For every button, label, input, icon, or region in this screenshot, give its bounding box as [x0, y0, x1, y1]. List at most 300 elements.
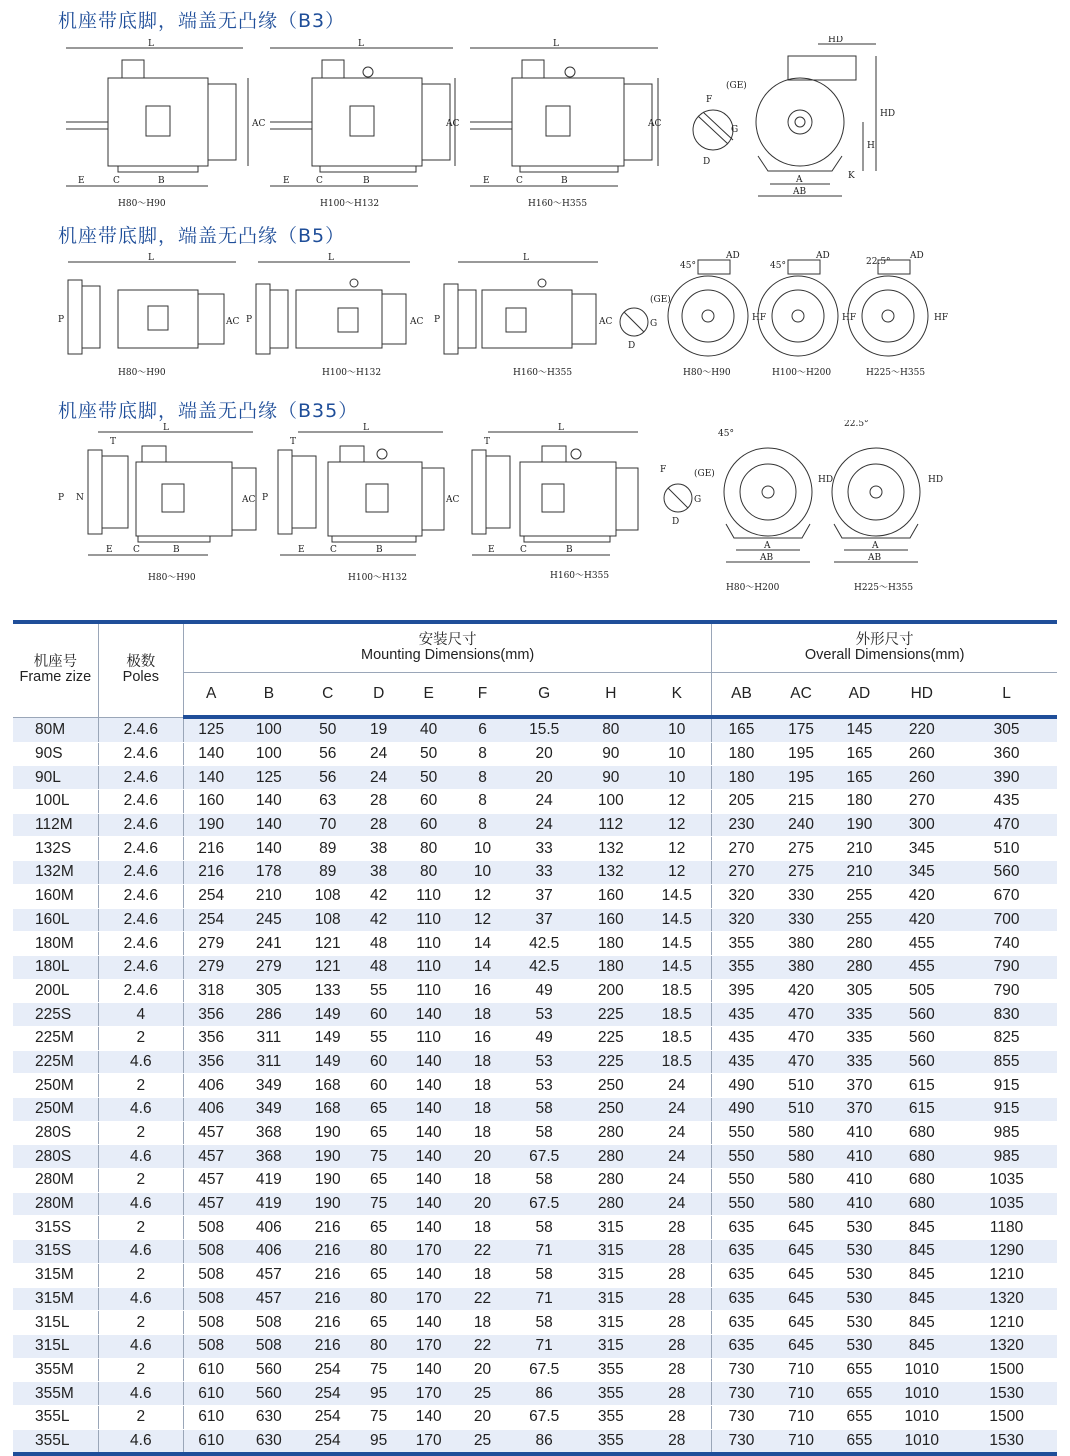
svg-text:B: B: [561, 176, 568, 186]
cell-ad: 410: [831, 1121, 887, 1145]
cell-h: 250: [579, 1098, 642, 1122]
svg-text:22.5°: 22.5°: [866, 257, 891, 267]
svg-text:H: H: [867, 141, 875, 151]
cell-l: 1530: [956, 1382, 1057, 1406]
cell-a: 610: [183, 1405, 238, 1429]
column-header-ab: AB: [712, 673, 771, 718]
svg-text:L: L: [523, 253, 529, 263]
cell-h: 90: [579, 742, 642, 766]
cell-d: 60: [356, 1050, 401, 1074]
cell-b: 286: [238, 1003, 299, 1027]
cell-a: 406: [183, 1098, 238, 1122]
cell-hd: 220: [887, 717, 956, 742]
cell-a: 125: [183, 717, 238, 742]
cell-ab: 730: [712, 1429, 771, 1454]
poles-cell: 4.6: [98, 1050, 183, 1074]
cell-hd: 845: [887, 1287, 956, 1311]
cell-k: 24: [642, 1074, 712, 1098]
cell-h: 315: [579, 1311, 642, 1335]
poles-cell: 2: [98, 1121, 183, 1145]
cell-ab: 230: [712, 813, 771, 837]
svg-text:AC: AC: [599, 317, 613, 327]
cell-h: 80: [579, 717, 642, 742]
cell-b: 140: [238, 813, 299, 837]
svg-text:HD: HD: [928, 475, 944, 485]
cell-c: 168: [299, 1098, 356, 1122]
svg-text:L: L: [358, 39, 364, 49]
cell-ad: 410: [831, 1145, 887, 1169]
poles-cell: 4.6: [98, 1098, 183, 1122]
cell-k: 28: [642, 1382, 712, 1406]
svg-text:45°: 45°: [770, 261, 786, 271]
cell-h: 250: [579, 1074, 642, 1098]
table-row: [13, 908, 1057, 932]
cell-g: 42.5: [509, 955, 580, 979]
svg-text:D: D: [672, 517, 680, 527]
cell-d: 75: [356, 1405, 401, 1429]
poles-cell: 2: [98, 1358, 183, 1382]
cell-e: 170: [401, 1240, 456, 1264]
svg-text:AC: AC: [648, 119, 662, 129]
cell-f: 8: [456, 790, 509, 814]
cell-ab: 165: [712, 717, 771, 742]
cell-f: 10: [456, 837, 509, 861]
cell-l: 305: [956, 717, 1057, 742]
cell-a: 457: [183, 1145, 238, 1169]
cell-h: 132: [579, 837, 642, 861]
cell-g: 37: [509, 908, 580, 932]
svg-text:C: C: [516, 176, 523, 186]
poles-cell: 2.4.6: [98, 979, 183, 1003]
frame-size-cell: 280S: [13, 1145, 98, 1169]
cell-l: 1210: [956, 1263, 1057, 1287]
cell-hd: 1010: [887, 1405, 956, 1429]
b5-shaft-section: [620, 294, 671, 351]
cell-hd: 845: [887, 1263, 956, 1287]
cell-hd: 680: [887, 1145, 956, 1169]
cell-g: 58: [509, 1169, 580, 1193]
poles-cell: 2.4.6: [98, 861, 183, 885]
cell-k: 14.5: [642, 955, 712, 979]
column-header-l: L: [956, 673, 1057, 718]
cell-a: 279: [183, 932, 238, 956]
cell-hd: 560: [887, 1003, 956, 1027]
svg-text:(GE): (GE): [650, 295, 671, 305]
cell-d: 95: [356, 1382, 401, 1406]
cell-ad: 655: [831, 1405, 887, 1429]
cell-hd: 420: [887, 884, 956, 908]
frame-size-cell: 315L: [13, 1334, 98, 1358]
range-label: H225～H355: [854, 583, 914, 593]
cell-ac: 710: [771, 1405, 832, 1429]
cell-e: 140: [401, 1358, 456, 1382]
svg-text:F: F: [706, 95, 713, 105]
cell-a: 457: [183, 1169, 238, 1193]
cell-ac: 330: [771, 908, 832, 932]
cell-g: 15.5: [509, 717, 580, 742]
table-row: [13, 1263, 1057, 1287]
section-title-b5: 机座带底脚，端盖无凸缘（B5）: [58, 225, 346, 247]
table-row: [13, 1334, 1057, 1358]
cell-hd: 260: [887, 766, 956, 790]
cell-f: 8: [456, 813, 509, 837]
frame-size-cell: 355M: [13, 1358, 98, 1382]
cell-e: 110: [401, 955, 456, 979]
cell-h: 225: [579, 1026, 642, 1050]
cell-a: 508: [183, 1263, 238, 1287]
cell-a: 508: [183, 1216, 238, 1240]
cell-b: 305: [238, 979, 299, 1003]
frame-size-cell: 315S: [13, 1240, 98, 1264]
range-label: H80～H90: [683, 368, 731, 378]
cell-h: 200: [579, 979, 642, 1003]
cell-ac: 510: [771, 1098, 832, 1122]
section-title-b3: 机座带底脚，端盖无凸缘（B3）: [58, 10, 346, 32]
cell-ac: 470: [771, 1003, 832, 1027]
cell-ac: 215: [771, 790, 832, 814]
cell-g: 53: [509, 1003, 580, 1027]
cell-h: 160: [579, 908, 642, 932]
svg-text:AD: AD: [816, 251, 830, 261]
svg-text:A: A: [764, 541, 771, 551]
cell-c: 56: [299, 766, 356, 790]
cell-e: 140: [401, 1216, 456, 1240]
cell-k: 28: [642, 1263, 712, 1287]
b5-side-view-3: [434, 253, 612, 378]
cell-ab: 270: [712, 837, 771, 861]
cell-f: 14: [456, 932, 509, 956]
cell-ab: 730: [712, 1358, 771, 1382]
mounting-dimensions-header: 安装尺寸 Mounting Dimensions(mm): [183, 624, 711, 673]
table-row: [13, 1382, 1057, 1406]
cell-b: 560: [238, 1382, 299, 1406]
svg-text:G: G: [694, 495, 702, 505]
cell-g: 71: [509, 1334, 580, 1358]
cell-f: 20: [456, 1358, 509, 1382]
cell-k: 12: [642, 790, 712, 814]
cell-l: 1210: [956, 1311, 1057, 1335]
cell-ab: 730: [712, 1405, 771, 1429]
cell-d: 48: [356, 932, 401, 956]
cell-k: 18.5: [642, 1003, 712, 1027]
cell-e: 140: [401, 1263, 456, 1287]
table-row: [13, 979, 1057, 1003]
cell-g: 58: [509, 1121, 580, 1145]
cell-d: 24: [356, 742, 401, 766]
cell-f: 18: [456, 1074, 509, 1098]
svg-text:B: B: [158, 176, 165, 186]
range-label: H100～H200: [772, 368, 832, 378]
drawing-b3: [58, 36, 978, 216]
cell-f: 18: [456, 1050, 509, 1074]
cell-f: 22: [456, 1287, 509, 1311]
cell-hd: 420: [887, 908, 956, 932]
cell-ac: 645: [771, 1287, 832, 1311]
cell-f: 12: [456, 908, 509, 932]
cell-c: 254: [299, 1429, 356, 1454]
cell-l: 1320: [956, 1334, 1057, 1358]
cell-f: 16: [456, 1026, 509, 1050]
frame-size-cell: 132M: [13, 861, 98, 885]
cell-d: 55: [356, 979, 401, 1003]
cell-ab: 635: [712, 1216, 771, 1240]
cell-f: 25: [456, 1382, 509, 1406]
frame-size-header: 机座号 Frame zize: [13, 624, 98, 717]
cell-k: 28: [642, 1216, 712, 1240]
cell-d: 38: [356, 837, 401, 861]
column-header-e: E: [401, 673, 456, 718]
cell-a: 457: [183, 1192, 238, 1216]
cell-f: 12: [456, 884, 509, 908]
cell-b: 457: [238, 1287, 299, 1311]
svg-text:T: T: [290, 437, 297, 447]
cell-k: 10: [642, 766, 712, 790]
poles-cell: 2: [98, 1169, 183, 1193]
cell-h: 355: [579, 1358, 642, 1382]
cell-a: 356: [183, 1003, 238, 1027]
table-row: [13, 790, 1057, 814]
cell-h: 225: [579, 1003, 642, 1027]
svg-text:N: N: [76, 493, 84, 503]
svg-text:P: P: [58, 315, 65, 325]
svg-text:C: C: [113, 176, 120, 186]
cell-c: 216: [299, 1287, 356, 1311]
cell-d: 24: [356, 766, 401, 790]
svg-text:G: G: [650, 319, 658, 329]
cell-l: 1035: [956, 1169, 1057, 1193]
frame-size-cell: 225S: [13, 1003, 98, 1027]
svg-text:A: A: [872, 541, 879, 551]
poles-cell: 2: [98, 1026, 183, 1050]
cell-c: 216: [299, 1311, 356, 1335]
cell-l: 740: [956, 932, 1057, 956]
cell-ac: 580: [771, 1145, 832, 1169]
cell-ab: 205: [712, 790, 771, 814]
cell-g: 67.5: [509, 1192, 580, 1216]
cell-ad: 410: [831, 1169, 887, 1193]
svg-text:22.5°: 22.5°: [844, 420, 869, 429]
cell-c: 50: [299, 717, 356, 742]
svg-text:E: E: [78, 176, 85, 186]
cell-f: 22: [456, 1334, 509, 1358]
cell-f: 18: [456, 1263, 509, 1287]
poles-cell: 4.6: [98, 1240, 183, 1264]
b3-side-view-1: [66, 39, 265, 209]
cell-h: 280: [579, 1121, 642, 1145]
drawing-b35: [58, 420, 978, 595]
cell-k: 28: [642, 1405, 712, 1429]
cell-ad: 655: [831, 1382, 887, 1406]
cell-ac: 580: [771, 1121, 832, 1145]
poles-cell: 2.4.6: [98, 837, 183, 861]
cell-e: 110: [401, 908, 456, 932]
table-row: [13, 1192, 1057, 1216]
cell-l: 390: [956, 766, 1057, 790]
poles-cell: 2.4.6: [98, 884, 183, 908]
table-row: [13, 1074, 1057, 1098]
table-row: [13, 1216, 1057, 1240]
cell-d: 75: [356, 1145, 401, 1169]
cell-f: 22: [456, 1240, 509, 1264]
svg-text:B: B: [173, 545, 180, 555]
cell-l: 1035: [956, 1192, 1057, 1216]
column-header-ac: AC: [771, 673, 832, 718]
cell-e: 140: [401, 1050, 456, 1074]
cell-k: 24: [642, 1192, 712, 1216]
cell-e: 140: [401, 1121, 456, 1145]
svg-text:E: E: [483, 176, 490, 186]
cell-e: 110: [401, 979, 456, 1003]
cell-c: 168: [299, 1074, 356, 1098]
cell-a: 160: [183, 790, 238, 814]
cell-ad: 370: [831, 1098, 887, 1122]
column-header-k: K: [642, 673, 712, 718]
cell-l: 790: [956, 979, 1057, 1003]
range-label: H80～H90: [118, 368, 166, 378]
b35-side-view-2: [262, 423, 459, 583]
cell-ac: 330: [771, 884, 832, 908]
cell-h: 355: [579, 1382, 642, 1406]
table-row: [13, 766, 1057, 790]
table-row: [13, 1121, 1057, 1145]
range-label: H80～H90: [148, 573, 196, 583]
cell-a: 254: [183, 884, 238, 908]
cell-ad: 305: [831, 979, 887, 1003]
cell-d: 28: [356, 790, 401, 814]
cell-c: 89: [299, 837, 356, 861]
poles-cell: 2.4.6: [98, 717, 183, 742]
b3-side-view-2: [270, 39, 459, 209]
svg-text:P: P: [434, 315, 441, 325]
range-label: H100～H132: [322, 368, 382, 378]
cell-k: 14.5: [642, 932, 712, 956]
section-title-b35: 机座带底脚，端盖无凸缘（B35）: [58, 400, 359, 422]
cell-l: 470: [956, 813, 1057, 837]
cell-ab: 550: [712, 1192, 771, 1216]
poles-header: 极数 Poles: [98, 624, 183, 717]
cell-f: 8: [456, 742, 509, 766]
cell-hd: 1010: [887, 1429, 956, 1454]
table-row: [13, 1050, 1057, 1074]
b35-side-view-3: [472, 423, 638, 581]
cell-hd: 680: [887, 1192, 956, 1216]
cell-c: 254: [299, 1358, 356, 1382]
frame-size-cell: 180M: [13, 932, 98, 956]
cell-ad: 530: [831, 1240, 887, 1264]
cell-h: 180: [579, 955, 642, 979]
cell-ab: 270: [712, 861, 771, 885]
cell-hd: 270: [887, 790, 956, 814]
cell-d: 95: [356, 1429, 401, 1454]
b35-side-view-1: [58, 423, 256, 583]
table-row: [13, 1358, 1057, 1382]
frame-size-cell: 355L: [13, 1429, 98, 1454]
cell-f: 20: [456, 1145, 509, 1169]
cell-hd: 560: [887, 1026, 956, 1050]
cell-ad: 655: [831, 1358, 887, 1382]
column-header-hd: HD: [887, 673, 956, 718]
cell-g: 67.5: [509, 1358, 580, 1382]
b5-end-view-1: [668, 251, 766, 378]
range-label: H100～H132: [348, 573, 408, 583]
cell-e: 140: [401, 1003, 456, 1027]
frame-size-cell: 250M: [13, 1074, 98, 1098]
cell-d: 28: [356, 813, 401, 837]
cell-ac: 420: [771, 979, 832, 1003]
frame-size-cell: 100L: [13, 790, 98, 814]
b35-end-view-1: [718, 429, 833, 593]
cell-a: 508: [183, 1287, 238, 1311]
cell-b: 349: [238, 1074, 299, 1098]
cell-d: 60: [356, 1074, 401, 1098]
cell-b: 241: [238, 932, 299, 956]
frame-size-cell: 160L: [13, 908, 98, 932]
range-label: H160～H355: [528, 199, 588, 209]
cell-ac: 710: [771, 1429, 832, 1454]
svg-text:AC: AC: [226, 317, 240, 327]
cell-l: 985: [956, 1121, 1057, 1145]
cell-b: 125: [238, 766, 299, 790]
cell-b: 140: [238, 837, 299, 861]
cell-ac: 380: [771, 932, 832, 956]
cell-hd: 680: [887, 1121, 956, 1145]
cell-e: 140: [401, 1311, 456, 1335]
svg-text:K: K: [848, 171, 855, 181]
cell-e: 60: [401, 813, 456, 837]
cell-k: 24: [642, 1169, 712, 1193]
svg-text:C: C: [133, 545, 140, 555]
cell-e: 60: [401, 790, 456, 814]
cell-e: 110: [401, 884, 456, 908]
frame-size-cell: 280S: [13, 1121, 98, 1145]
column-header-c: C: [299, 673, 356, 718]
cell-hd: 345: [887, 861, 956, 885]
cell-b: 100: [238, 742, 299, 766]
svg-text:AD: AD: [726, 251, 740, 261]
cell-f: 18: [456, 1311, 509, 1335]
cell-l: 1320: [956, 1287, 1057, 1311]
range-label: H160～H355: [513, 368, 573, 378]
table-row: [13, 1098, 1057, 1122]
cell-c: 149: [299, 1050, 356, 1074]
cell-ab: 320: [712, 884, 771, 908]
cell-b: 406: [238, 1240, 299, 1264]
b5-end-view-3: [848, 251, 948, 378]
cell-d: 65: [356, 1121, 401, 1145]
cell-c: 190: [299, 1169, 356, 1193]
cell-ad: 655: [831, 1429, 887, 1454]
cell-b: 311: [238, 1026, 299, 1050]
poles-cell: 2.4.6: [98, 790, 183, 814]
cell-d: 55: [356, 1026, 401, 1050]
cell-k: 10: [642, 742, 712, 766]
cell-l: 985: [956, 1145, 1057, 1169]
cell-k: 18.5: [642, 1050, 712, 1074]
cell-a: 508: [183, 1240, 238, 1264]
cell-e: 170: [401, 1287, 456, 1311]
cell-g: 86: [509, 1429, 580, 1454]
cell-hd: 845: [887, 1240, 956, 1264]
cell-g: 67.5: [509, 1405, 580, 1429]
cell-c: 216: [299, 1334, 356, 1358]
cell-c: 149: [299, 1003, 356, 1027]
cell-ad: 530: [831, 1263, 887, 1287]
cell-d: 80: [356, 1287, 401, 1311]
table-row: [13, 1405, 1057, 1429]
cell-b: 279: [238, 955, 299, 979]
cell-hd: 300: [887, 813, 956, 837]
cell-h: 315: [579, 1240, 642, 1264]
